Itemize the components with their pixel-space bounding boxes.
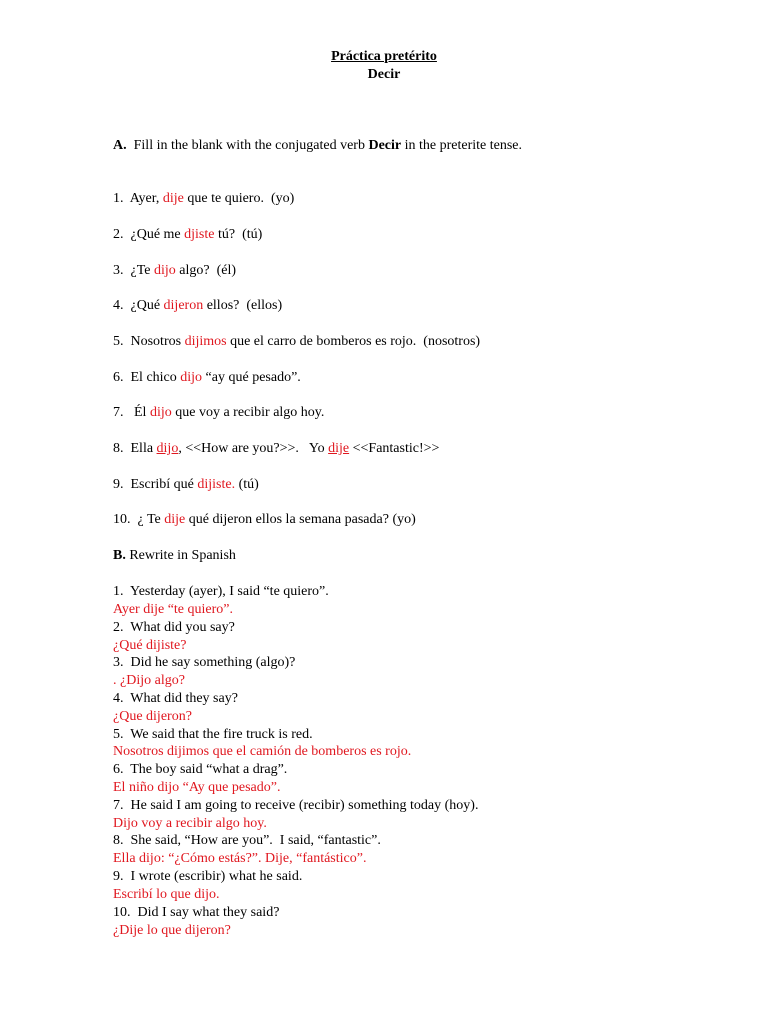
exercise-b-answer: . ¿Dijo algo? xyxy=(113,673,185,688)
exercise-a-item: 1. Ayer, dije que te quiero. (yo) xyxy=(113,191,295,206)
exercise-a-item: 5. Nosotros dijimos que el carro de bomberos es rojo. (nosotros) xyxy=(113,334,481,349)
exercise-b-answer: ¿Qué dijiste? xyxy=(113,638,187,653)
answer: djiste xyxy=(184,227,215,242)
answer: dijo xyxy=(156,441,179,456)
answer: dijimos xyxy=(184,334,227,349)
page-subtitle: Decir xyxy=(367,67,401,82)
exercise-b-answer: Ella dijo: “¿Cómo estás?”. Dije, “fantástico”. xyxy=(113,851,367,866)
exercise-b-question: 1. Yesterday (ayer), I said “te quiero”. xyxy=(113,584,329,599)
exercise-a-item: 2. ¿Qué me djiste tú? (tú) xyxy=(113,227,263,242)
exercise-a-item: 3. ¿Te dijo algo? (él) xyxy=(113,263,237,278)
answer: dije xyxy=(164,512,186,527)
exercise-b-answer: ¿Dije lo que dijeron? xyxy=(113,923,231,938)
exercise-b-answer: El niño dijo “Ay que pesado”. xyxy=(113,780,281,795)
page-title: Práctica pretérito xyxy=(331,49,437,64)
exercise-a-item: 6. El chico dijo “ay qué pesado”. xyxy=(113,370,301,385)
answer: dije xyxy=(328,441,350,456)
exercise-a-item: 7. Él dijo que voy a recibir algo hoy. xyxy=(113,405,325,420)
exercise-b-answer: ¿Que dijeron? xyxy=(113,709,192,724)
section-b-instruction: B. Rewrite in Spanish xyxy=(113,548,236,563)
answer: dijo xyxy=(154,263,176,278)
exercise-b-question: 7. He said I am going to receive (recibir) something today (hoy). xyxy=(113,798,479,813)
exercise-a-item: 9. Escribí qué dijiste. (tú) xyxy=(113,477,259,492)
exercise-b-answer: Nosotros dijimos que el camión de bomberos es rojo. xyxy=(113,744,412,759)
exercise-a-item: 10. ¿ Te dije qué dijeron ellos la semana pasada? (yo) xyxy=(113,512,416,527)
exercise-b-answer: Dijo voy a recibir algo hoy. xyxy=(113,816,267,831)
answer: dijo xyxy=(149,405,172,420)
answer: dijo xyxy=(180,370,203,385)
exercise-b-question: 4. What did they say? xyxy=(113,691,238,706)
exercise-b-question: 5. We said that the fire truck is red. xyxy=(113,727,313,742)
section-b-letter: B. xyxy=(113,548,126,563)
section-a-letter: A. xyxy=(113,138,127,153)
exercise-b-question: 9. I wrote (escribir) what he said. xyxy=(113,869,303,884)
answer: dijeron xyxy=(163,298,204,313)
exercise-b-answer: Escribí lo que dijo. xyxy=(113,887,220,902)
exercise-b-question: 2. What did you say? xyxy=(113,620,235,635)
exercise-b-question: 3. Did he say something (algo)? xyxy=(113,655,296,670)
exercise-b-question: 10. Did I say what they said? xyxy=(113,905,280,920)
exercise-b-question: 8. She said, “How are you”. I said, “fantastic”. xyxy=(113,833,381,848)
verb-decir: Decir xyxy=(368,138,402,153)
exercise-a-item: 4. ¿Qué dijeron ellos? (ellos) xyxy=(113,298,283,313)
section-a-instruction: A. Fill in the blank with the conjugated verb Decir in the preterite tense. xyxy=(113,138,523,153)
answer: dijiste. xyxy=(197,477,236,492)
exercise-b-question: 6. The boy said “what a drag”. xyxy=(113,762,288,777)
exercise-a-item: 8. Ella dijo, <<How are you?>>. Yo dije <<Fantastic!>> xyxy=(113,441,440,456)
exercise-b-answer: Ayer dije “te quiero”. xyxy=(113,602,233,617)
answer: dije xyxy=(162,191,184,206)
